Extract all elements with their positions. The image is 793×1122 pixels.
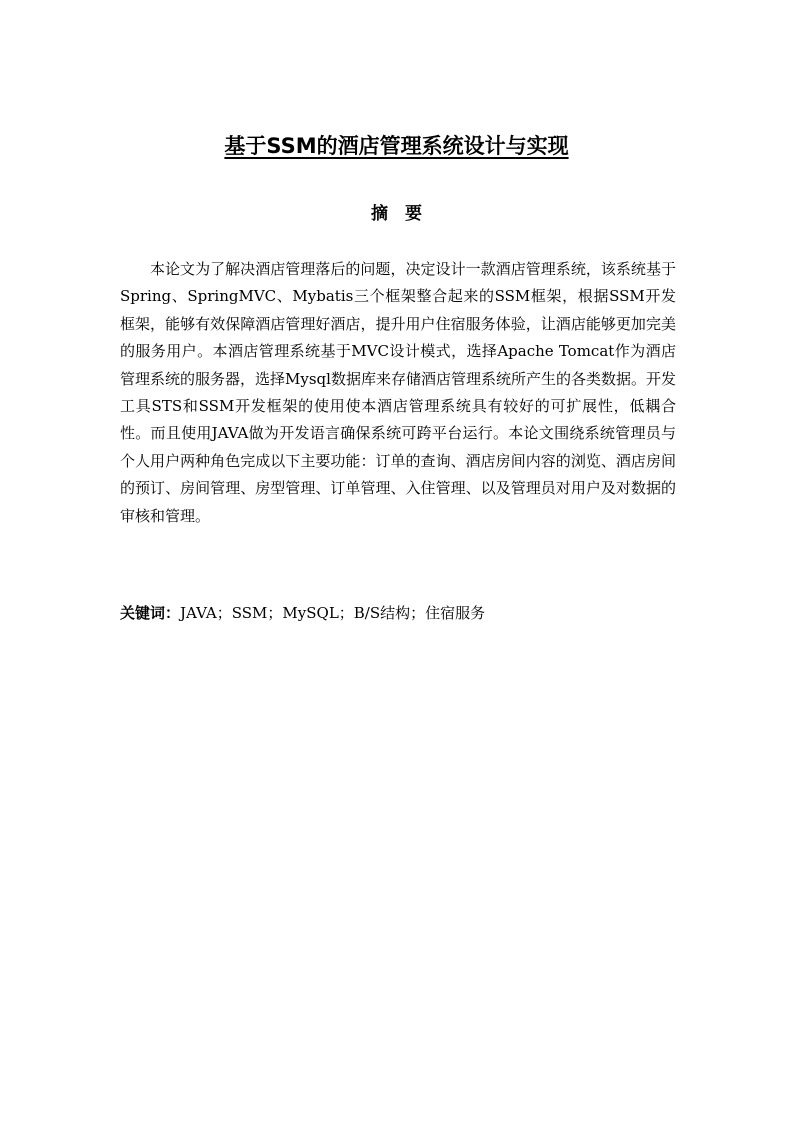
abstract-heading: 摘 要 bbox=[371, 204, 422, 224]
keywords-line bbox=[120, 600, 676, 627]
keywords-label: 关键词： bbox=[120, 604, 181, 622]
keywords-value: JAVA；SSM；MySQL；B/S结构；住宿服务 bbox=[180, 604, 486, 622]
abstract-body: 本论文为了解决酒店管理落后的问题，决定设计一款酒店管理系统，该系统基于Spring、SpringMVC、Mybatis三个框架整合起来的SSM框架，根据SSM开发框架，能够有效保障酒店管理好酒店，提升用户住宿服务体验，让酒店能够更加完美的服务用户。本酒店管理系统基于MVC设计模式，选择Apache Tomcat作为酒店管理系统的服务器，选择Mysql数据库来存储酒店管理系统所产生的各类数据。开发工具STS和SSM开发框架的使用使本酒店管理系统具有较好的可扩展性，低耦合性。而且使用JAVA做为开发语言确保系统可跨平台运行。本论文围绕系统管理员与个人用户两种角色完成以下主要功能：订单的查询、酒店房间内容的浏览、酒店房间的预订、房间管理、房型管理、订单管理、入住管理、以及管理员对用户及对数据的审核和管理。 bbox=[120, 260, 676, 525]
paper-title: 基于SSM的酒店管理系统设计与实现 bbox=[224, 134, 569, 158]
